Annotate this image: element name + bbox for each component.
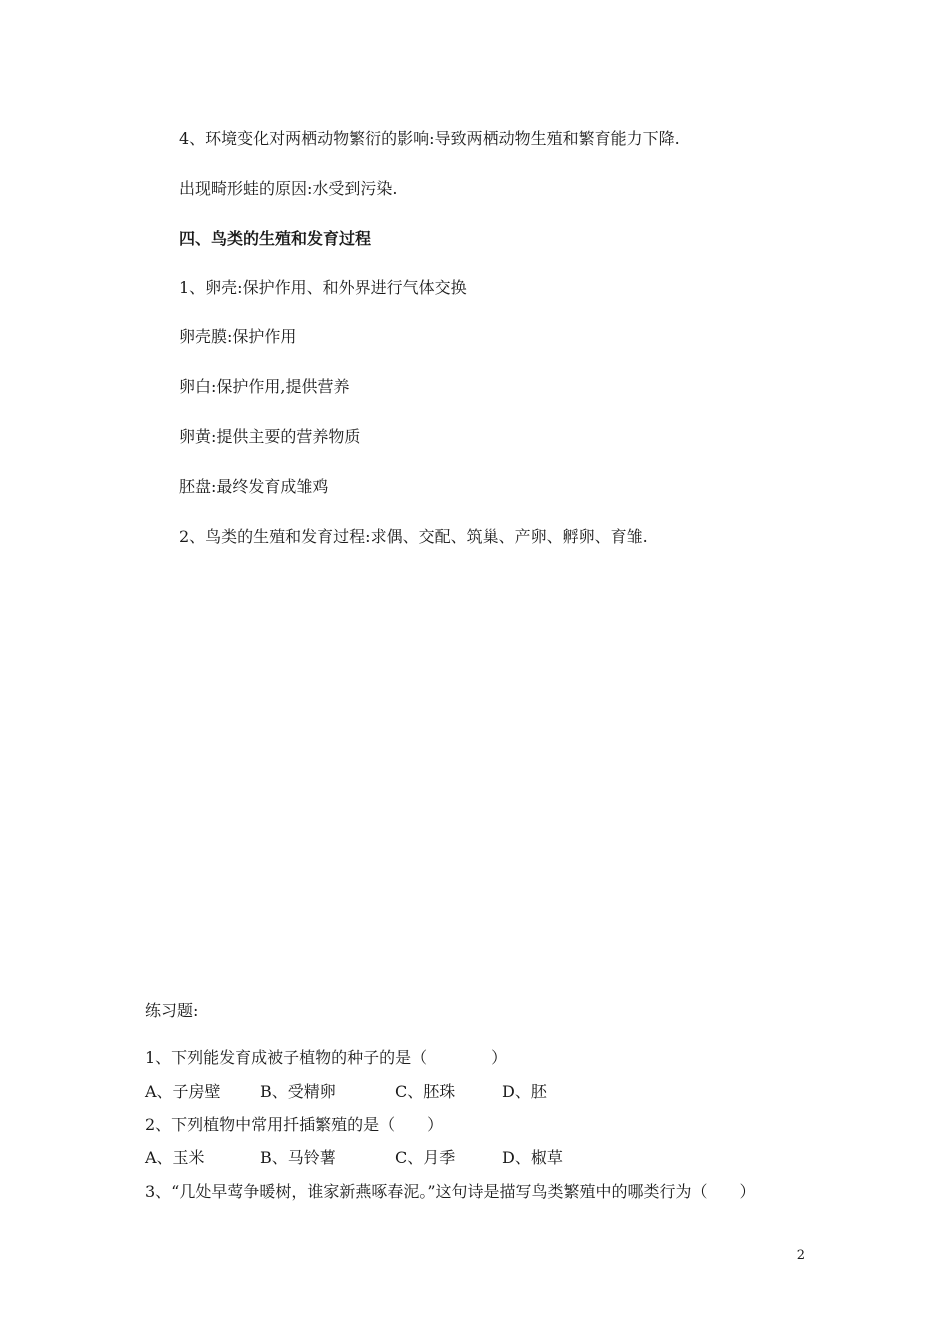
page-number: 2 bbox=[796, 1248, 805, 1263]
option-a: A、子房壁 bbox=[145, 1082, 221, 1101]
section-four-item-1: 1、卵壳:保护作用、和外界进行气体交换 bbox=[179, 278, 467, 297]
option-c: C、月季 bbox=[395, 1148, 456, 1167]
option-a: A、玉米 bbox=[145, 1148, 205, 1167]
germinal-disc-line: 胚盘:最终发育成雏鸡 bbox=[179, 477, 329, 496]
question-2: 2、下列植物中常用扦插繁殖的是（ ） bbox=[145, 1115, 444, 1134]
exercises-title: 练习题: bbox=[145, 1001, 199, 1020]
section-four-item-2: 2、鸟类的生殖和发育过程:求偶、交配、筑巢、产卵、孵卵、育雏. bbox=[179, 527, 648, 546]
option-d: D、胚 bbox=[502, 1082, 547, 1101]
question-2-options bbox=[145, 1148, 645, 1168]
question-3: 3、“几处早莺争暖树，谁家新燕啄春泥。”这句诗是描写鸟类繁殖中的哪类行为（ ） bbox=[145, 1182, 756, 1201]
option-c: C、胚珠 bbox=[395, 1082, 456, 1101]
question-1: 1、下列能发育成被子植物的种子的是（ ） bbox=[145, 1048, 508, 1067]
egg-white-line: 卵白:保护作用,提供营养 bbox=[179, 377, 350, 396]
yolk-line: 卵黄:提供主要的营养物质 bbox=[179, 427, 361, 446]
option-b: B、受精卵 bbox=[260, 1082, 336, 1101]
question-1-options bbox=[145, 1082, 645, 1102]
shell-membrane-line: 卵壳膜:保护作用 bbox=[179, 327, 297, 346]
section-three-item-4: 4、环境变化对两栖动物繁衍的影响:导致两栖动物生殖和繁育能力下降. bbox=[179, 129, 680, 148]
option-b: B、马铃薯 bbox=[260, 1148, 336, 1167]
deformed-frog-cause: 出现畸形蛙的原因:水受到污染. bbox=[179, 179, 398, 198]
section-four-heading: 四、鸟类的生殖和发育过程 bbox=[179, 229, 372, 248]
option-d: D、椒草 bbox=[502, 1148, 563, 1167]
